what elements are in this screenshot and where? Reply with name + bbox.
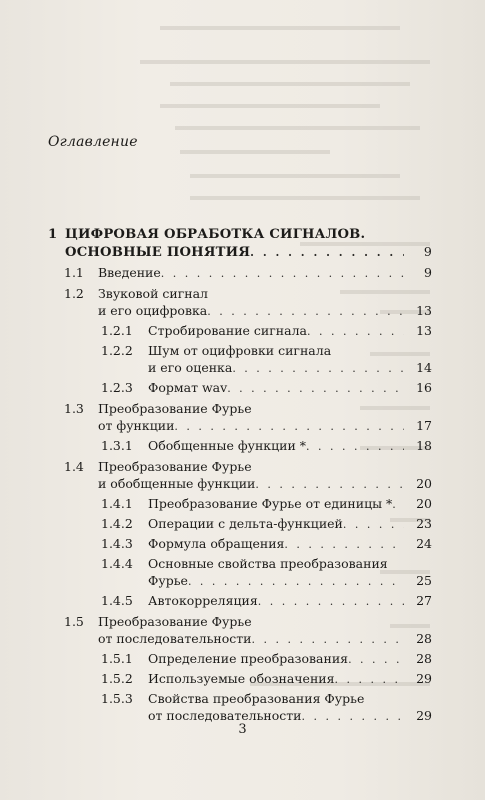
leader-dots [392,496,404,513]
toc-entry[interactable]: 1.4.2 Операции с дельта-функцией . . . 23 [48,515,432,533]
leader-dots [188,573,404,590]
chapter-title-line2: ОСНОВНЫЕ ПОНЯТИЯ [65,245,251,260]
toc-entry-page-number: 28 [416,651,432,666]
toc-entry-title: Преобразование Фурье [98,459,252,474]
toc-entry-title: Формула обращения [148,536,285,551]
toc-entry[interactable]: 1.5 Преобразование Фурье от последовательности . . . 28 [48,613,432,648]
toc-entry-title: Обобщенные функции * [148,438,307,453]
toc-entry-title: от последовательности [98,631,252,646]
toc-entry-title: от последовательности [148,708,302,723]
toc-entry-page-number: 29 [416,671,432,686]
toc-entry-title: Преобразование Фурье от единицы * [148,496,393,511]
toc-entry-page-number: 27 [416,593,432,608]
toc-entry-title: Введение [98,265,161,280]
leader-dots [306,438,404,455]
toc-entry-page-number: 23 [416,516,432,531]
leader-dots [335,671,404,688]
toc-entry-page-number: 20 [416,496,432,511]
toc-entry-page-number: 13 [416,303,432,318]
toc-entry-title: и его оценка [148,360,233,375]
leader-dots [161,265,404,282]
leader-dots [207,303,404,320]
leader-dots [252,631,405,648]
toc-entry-title: Формат wav [148,380,228,395]
leader-dots [232,360,404,377]
toc-entry[interactable]: 1.4.1 Преобразование Фурье от единицы * . . . 20 [48,495,432,513]
toc-entry-page-number: 9 [424,265,432,280]
toc-entry-page-number: 17 [416,418,432,433]
toc-entry-title: Звуковой сигнал [98,286,208,301]
toc-entry[interactable]: 1.3 Преобразование Фурье от функции . . . 17 [48,400,432,435]
leader-dots [284,536,404,553]
toc-entry-title: Определение преобразования [148,651,349,666]
leader-dots [258,593,404,610]
toc-entry[interactable]: 1.2 Звуковой сигнал и его оцифровка . . . 13 [48,285,432,320]
toc-entry-title: Стробирование сигнала [148,323,307,338]
toc-entry-title: Шум от оцифровки сигнала [148,343,332,358]
chapter-page-number: 9 [423,244,432,259]
toc-entry[interactable]: 1.3.1 Обобщенные функции * . . . 18 [48,437,432,455]
toc-entry-page-number: 20 [416,476,432,491]
toc-entry[interactable]: 1.2.2 Шум от оцифровки сигнала и его оценка . . . 14 [48,342,432,377]
toc-entry-page-number: 25 [416,573,432,588]
toc-entry-page-number: 28 [416,631,432,646]
leader-dots [250,244,404,261]
toc-entry-title: Автокорреляция [148,593,258,608]
toc-entry[interactable]: 1.1 Введение . . . 9 [48,264,432,282]
leader-dots [307,323,404,340]
toc-heading: Оглавление [48,134,138,150]
leader-dots [255,476,404,493]
toc-entry-title: и обобщенные функции [98,476,256,491]
toc-entry[interactable]: 1.5.1 Определение преобразования . . . 28 [48,650,432,668]
toc-entry-title: Фурье [148,573,188,588]
leader-dots [343,516,404,533]
toc-chapter-1[interactable]: 1 ЦИФРОВАЯ ОБРАБОТКА СИГНАЛОВ. ОСНОВНЫЕ ПОНЯТИЯ . . . 9 [48,226,432,261]
toc-entry[interactable]: 1.4.5 Автокорреляция . . . 27 [48,592,432,610]
table-of-contents [48,226,432,725]
toc-entries [48,264,432,725]
chapter-title-line1: ЦИФРОВАЯ ОБРАБОТКА СИГНАЛОВ. [65,227,366,242]
toc-entry-page-number: 14 [416,360,432,375]
toc-entry-title: Используемые обозначения [148,671,335,686]
toc-entry-title: от функции [98,418,175,433]
toc-entry-title: Свойства преобразования Фурье [148,691,365,706]
toc-entry-page-number: 18 [416,438,432,453]
leader-dots [174,418,404,435]
toc-entry-page-number: 24 [416,536,432,551]
toc-entry-page-number: 29 [416,708,432,723]
toc-entry-title: Операции с дельта-функцией [148,516,343,531]
page-folio: 3 [238,722,247,737]
toc-entry-title: Преобразование Фурье [98,401,252,416]
toc-entry[interactable]: 1.5.2 Используемые обозначения . . . 29 [48,670,432,688]
toc-entry-title: и его оцифровка [98,303,208,318]
toc-entry-title: Основные свойства преобразования [148,556,388,571]
toc-entry[interactable]: 1.4 Преобразование Фурье и обобщенные функции . . . 20 [48,458,432,493]
toc-entry[interactable]: 1.2.1 Стробирование сигнала . . . 13 [48,322,432,340]
toc-entry[interactable]: 1.5.3 Свойства преобразования Фурье от последовательности . . . 29 [48,690,432,725]
toc-entry-page-number: 13 [416,323,432,338]
toc-entry[interactable]: 1.4.3 Формула обращения . . . 24 [48,535,432,553]
toc-entry-title: Преобразование Фурье [98,614,252,629]
toc-entry-page-number: 16 [416,380,432,395]
toc-entry[interactable]: 1.2.3 Формат wav . . . 16 [48,379,432,397]
toc-entry[interactable]: 1.4.4 Основные свойства преобразования Фурье . . . 25 [48,555,432,590]
leader-dots [348,651,404,668]
leader-dots [227,380,404,397]
